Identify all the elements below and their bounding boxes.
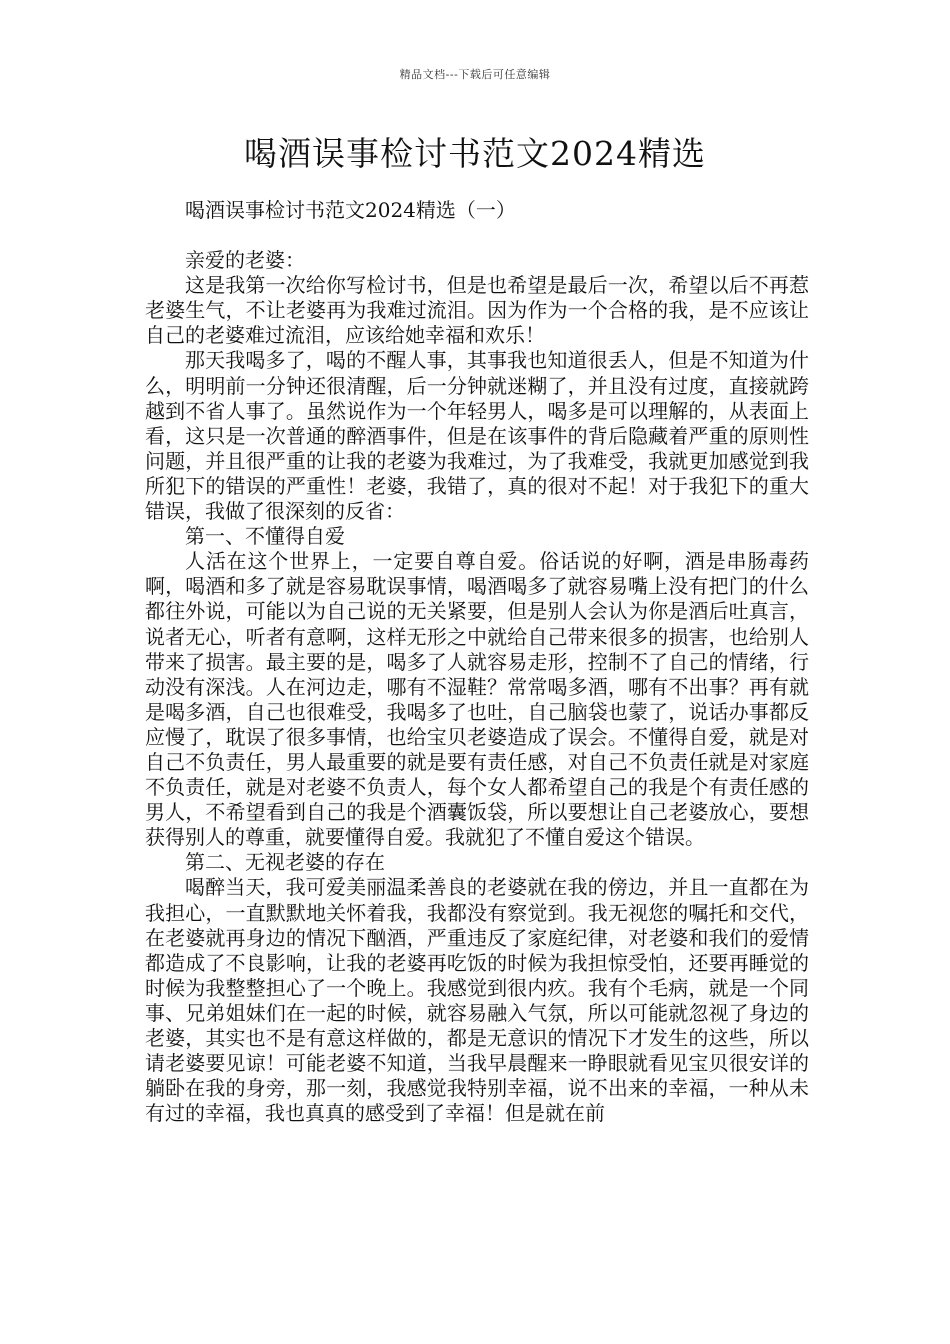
- paragraph: 这是我第一次给你写检讨书，但是也希望是最后一次，希望以后不再惹老婆生气，不让老婆再为我难过流泪。因为作为一个合格的我，是不应该让自己的老婆难过流泪，应该给她幸福和欢乐！: [145, 273, 809, 348]
- paragraph: 喝醉当天，我可爱美丽温柔善良的老婆就在我的傍边，并且一直都在为我担心，一直默默地关怀着我，我都没有察觉到。我无视您的嘱托和交代，在老婆就再身边的情况下酗酒，严重违反了家庭纪律，对老婆和我们的爱情都造成了不良影响，让我的老婆再吃饭的时候为我担惊受怕，还要再睡觉的时候为我整整担心了一个晚上。我感觉到很内疚。我有个毛病，就是一个同事、兄弟姐妹们在一起的时候，就容易融入气氛，所以可能就忽视了身边的老婆，其实也不是有意这样做的，都是无意识的情况下才发生的这些，所以请老婆要见谅！可能老婆不知道，当我早晨醒来一睁眼就看见宝贝很安详的躺卧在我的身旁，那一刻，我感觉我特别幸福，说不出来的幸福，一种从未有过的幸福，我也真真的感受到了幸福！但是就在前: [145, 875, 809, 1126]
- document-body: [145, 198, 809, 1126]
- section-heading: 第一、不懂得自爱: [185, 524, 345, 549]
- section-heading: 第二、无视老婆的存在: [185, 850, 385, 875]
- section-subtitle: 喝酒误事检讨书范文2024精选（一）: [185, 198, 516, 222]
- paragraph: 人活在这个世界上，一定要自尊自爱。俗话说的好啊，酒是串肠毒药啊，喝酒和多了就是容易耽误事情，喝酒喝多了就容易嘴上没有把门的什么都往外说，可能以为自己说的无关紧要，但是别人会认为你是酒后吐真言，说者无心，听者有意啊，这样无形之中就给自己带来很多的损害，也给别人带来了损害。最主要的是，喝多了人就容易走形，控制不了自己的情绪，行动没有深浅。人在河边走，哪有不湿鞋？常常喝多酒，哪有不出事？再有就是喝多酒，自己也很难受，我喝多了也吐，自己脑袋也蒙了，说话办事都反应慢了，耽误了很多事情，也给宝贝老婆造成了误会。不懂得自爱，就是对自己不负责任，男人最重要的就是要有责任感，对自己不负责任就是对家庭不负责任，就是对老婆不负责人，每个女人都希望自己的我是个有责任感的男人，不希望看到自己的我是个酒囊饭袋，所以要想让自己老婆放心，要想获得别人的尊重，就要懂得自爱。我就犯了不懂自爱这个错误。: [145, 549, 809, 850]
- salutation: 亲爱的老婆：: [185, 248, 305, 273]
- document-title: 喝酒误事检讨书范文2024精选: [244, 134, 706, 173]
- paragraph: 那天我喝多了，喝的不醒人事，其事我也知道很丢人，但是不知道为什么，明明前一分钟还很清醒，后一分钟就迷糊了，并且没有过度，直接就跨越到不省人事了。虽然说作为一个年轻男人，喝多是可以理解的，从表面上看，这只是一次普通的醉酒事件，但是在该事件的背后隐藏着严重的原则性问题，并且很严重的让我的老婆为我难过，为了我难受，我就更加感觉到我所犯下的错误的严重性！老婆，我错了，真的很对不起！对于我犯下的重大错误，我做了很深刻的反省：: [145, 348, 809, 524]
- header-note: 精品文档---下载后可任意编辑: [399, 68, 551, 81]
